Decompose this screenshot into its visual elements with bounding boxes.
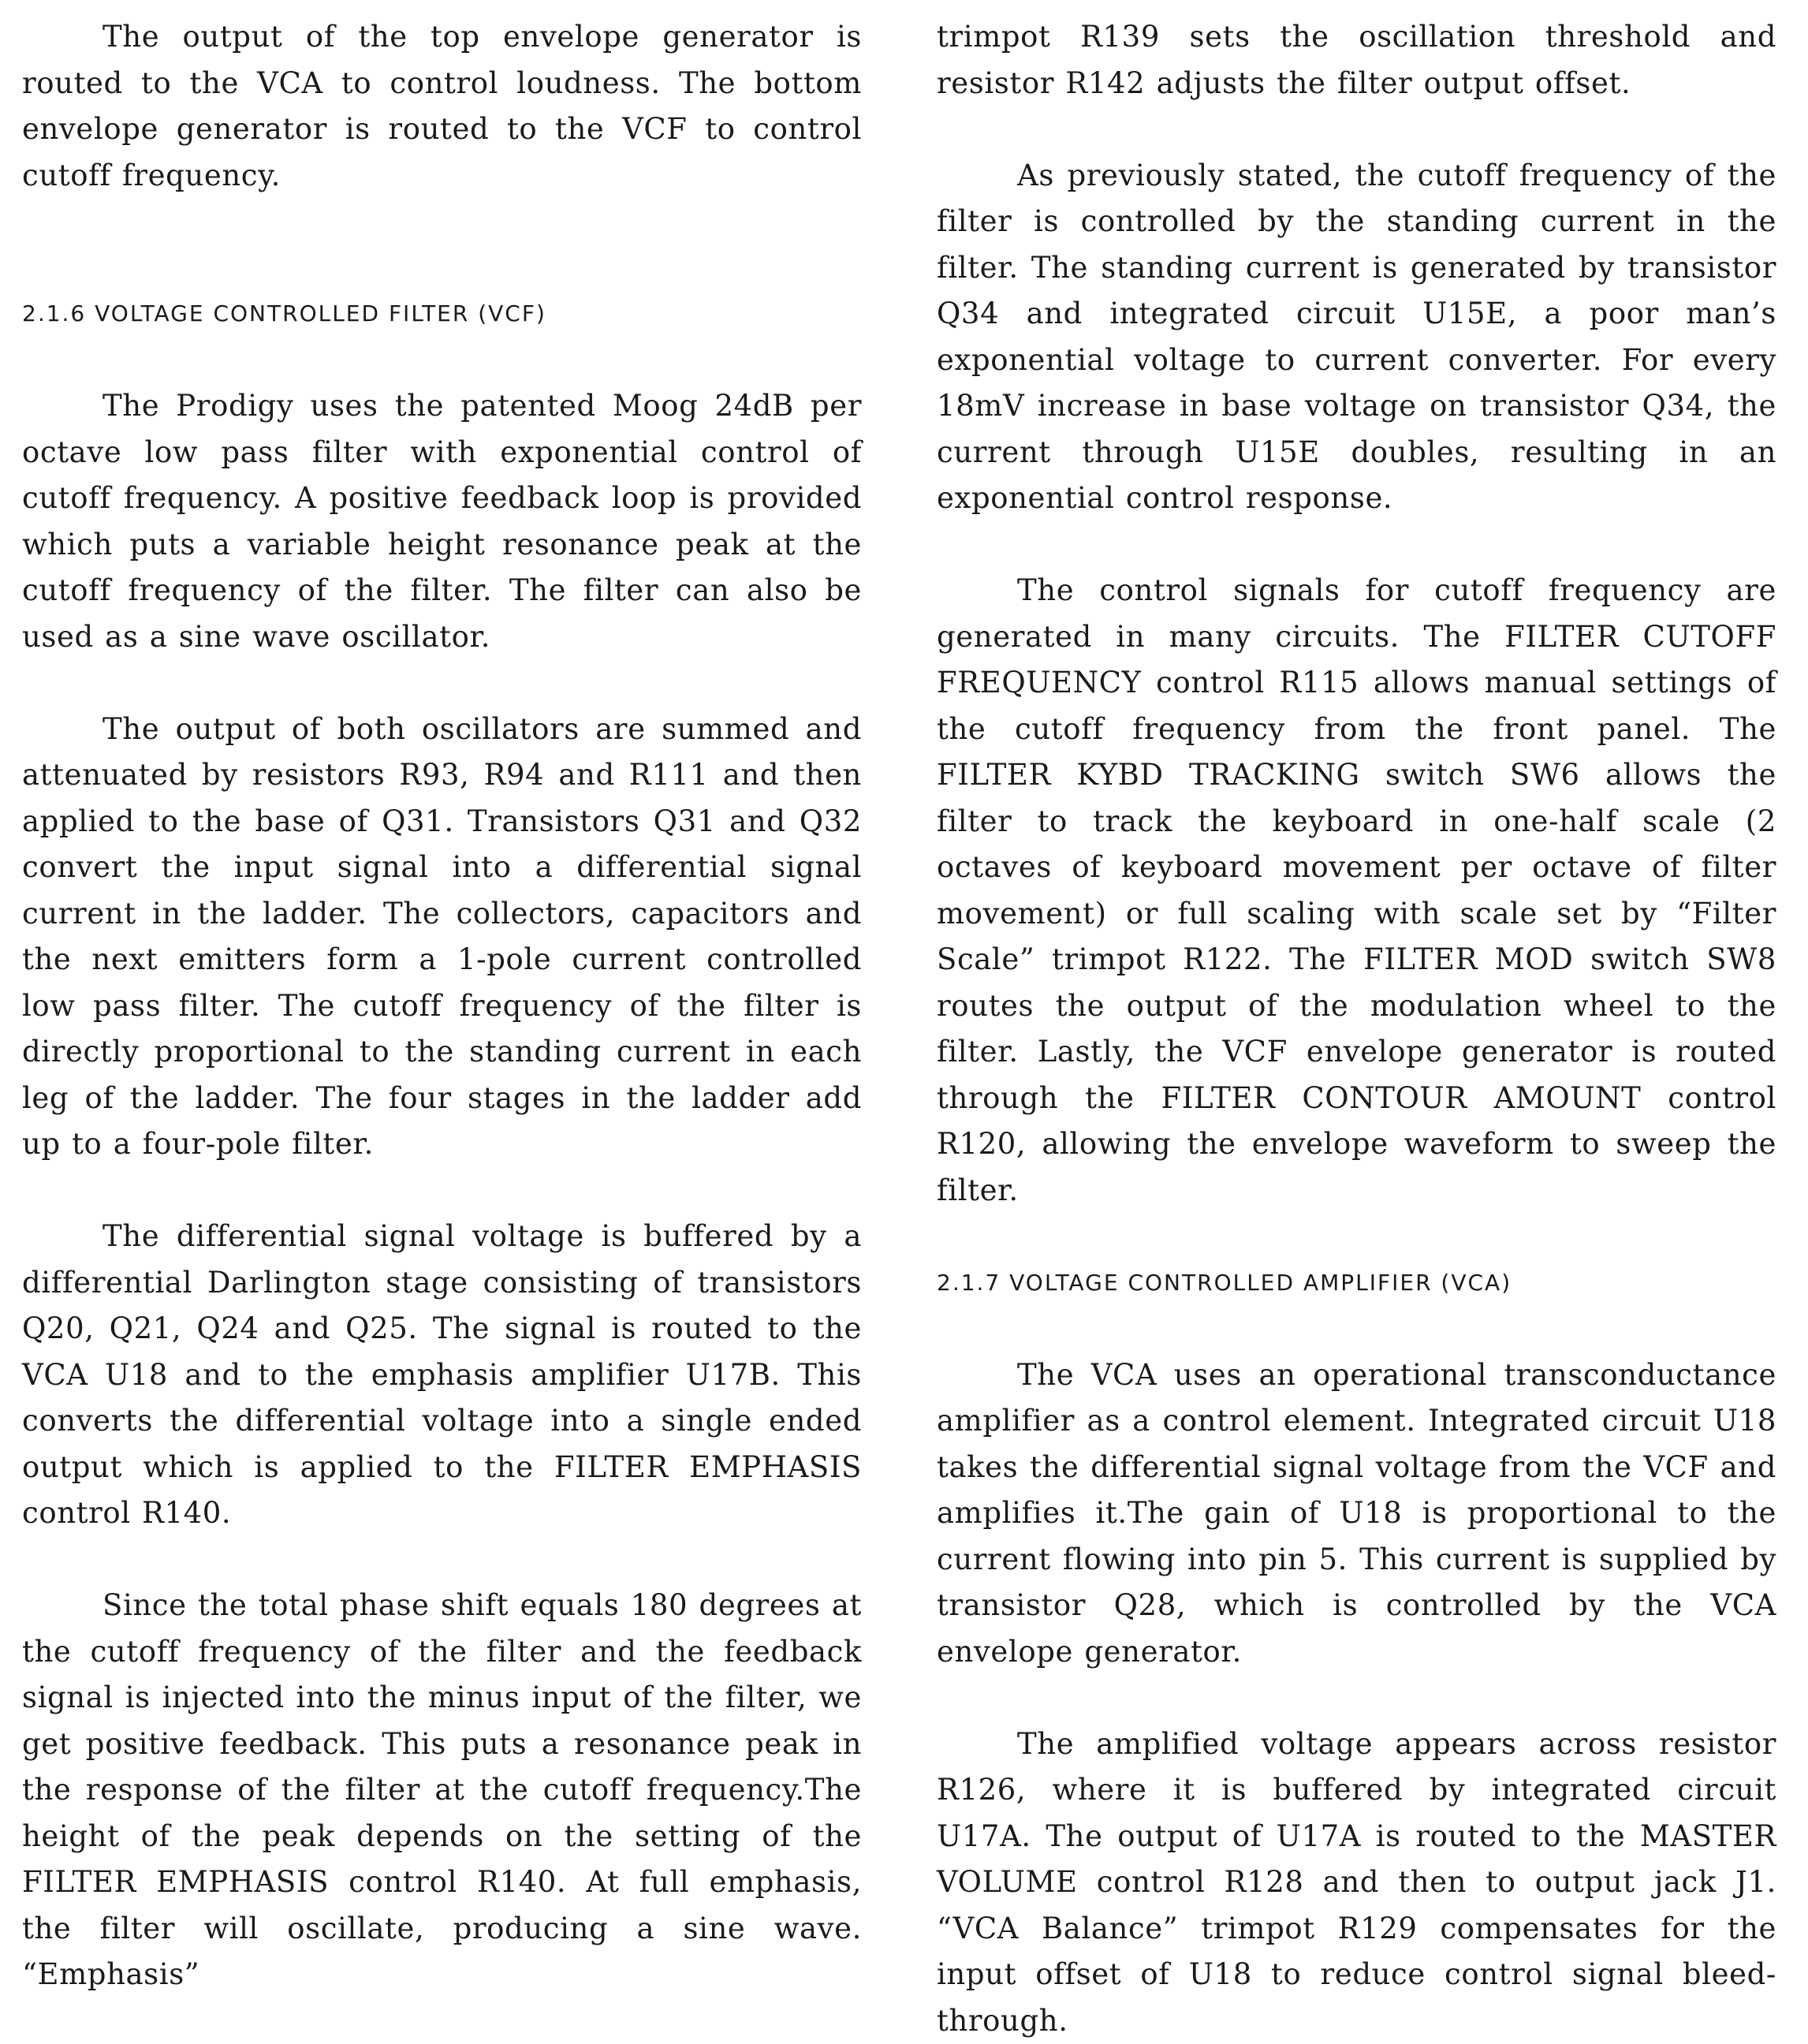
right-column (937, 14, 1776, 2044)
spacer (22, 1168, 862, 1214)
spacer (22, 338, 862, 384)
spacer (22, 199, 862, 291)
spacer (22, 1537, 862, 1583)
spacer (22, 660, 862, 707)
spacer (937, 1306, 1776, 1352)
vca-paragraph-1: The VCA uses an operational transconductance amplifier as a control element. Integrated circuit U18 takes the differential signal voltage from the VCF and amplifies it.The gain of U18 is proportional to the current flowing into pin 5. This current is supplied by transistor Q28, which is controlled by the VCA envelope generator. (937, 1352, 1776, 1676)
section-heading-vcf: 2.1.6 VOLTAGE CONTROLLED FILTER (VCF) (22, 291, 862, 338)
spacer (937, 1214, 1776, 1260)
cutoff-paragraph-1: As previously stated, the cutoff frequency of the filter is controlled by the standing current in the filter. The standing current is generated by transistor Q34 and integrated circuit U15E, a poor man’s exponential voltage to current converter. For every 18mV increase in base voltage on transistor Q34, the current through U15E doubles, resulting in an exponential control response. (937, 153, 1776, 522)
spacer (937, 522, 1776, 569)
left-column (22, 14, 862, 1998)
spacer (937, 106, 1776, 153)
vcf-paragraph-1: The Prodigy uses the patented Moog 24dB per octave low pass filter with exponential control of cutoff frequency. A positive feedback loop is provided which puts a variable height resonance peak at the cutoff frequency of the filter. The filter can also be used as a sine wave oscillator. (22, 383, 862, 660)
vca-paragraph-2: The amplified voltage appears across resistor R126, where it is buffered by integrated circuit U17A. The output of U17A is routed to the MASTER VOLUME control R128 and then to output jack J1. “VCA Balance” trimpot R129 compensates for the input offset of U18 to reduce control signal bleed-through. (937, 1721, 1776, 2044)
vcf-paragraph-4: Since the total phase shift equals 180 degrees at the cutoff frequency of the filter and the feedback signal is injected into the minus input of the filter, we get positive feedback. This puts a resonance peak in the response of the filter at the cutoff frequency.The height of the peak depends on the setting of the FILTER EMPHASIS control R140. At full emphasis, the filter will oscillate, producing a sine wave. “Emphasis” (22, 1583, 862, 1998)
vcf-paragraph-2: The output of both oscillators are summed and attenuated by resistors R93, R94 and R111 and then applied to the base of Q31. Transistors Q31 and Q32 convert the input signal into a differential signal current in the ladder. The collectors, capacitors and the next emitters form a 1-pole current controlled low pass filter. The cutoff frequency of the filter is directly proportional to the standing current in each leg of the ladder. The four stages in the ladder add up to a four-pole filter. (22, 707, 862, 1168)
spacer (937, 1675, 1776, 1721)
section-heading-vca: 2.1.7 VOLTAGE CONTROLLED AMPLIFIER (VCA) (937, 1260, 1776, 1307)
vcf-paragraph-3: The differential signal voltage is buffered by a differential Darlington stage consisting of transistors Q20, Q21, Q24 and Q25. The signal is routed to the VCA U18 and to the emphasis amplifier U17B. This converts the differential voltage into a single ended output which is applied to the FILTER EMPHASIS control R140. (22, 1214, 862, 1537)
continued-paragraph: trimpot R139 sets the oscillation threshold and resistor R142 adjusts the filter output offset. (937, 14, 1776, 106)
cutoff-paragraph-2: The control signals for cutoff frequency are generated in many circuits. The FILTER CUTOFF FREQUENCY control R115 allows manual settings of the cutoff frequency from the front panel. The FILTER KYBD TRACKING switch SW6 allows the filter to track the keyboard in one-half scale (2 octaves of keyboard movement per octave of filter movement) or full scaling with scale set by “Filter Scale” trimpot R122. The FILTER MOD switch SW8 routes the output of the modulation wheel to the filter. Lastly, the VCF envelope generator is routed through the FILTER CONTOUR AMOUNT control R120, allowing the envelope waveform to sweep the filter. (937, 568, 1776, 1214)
intro-paragraph: The output of the top envelope generator is routed to the VCA to control loudness. The bottom envelope generator is routed to the VCF to control cutoff frequency. (22, 14, 862, 199)
